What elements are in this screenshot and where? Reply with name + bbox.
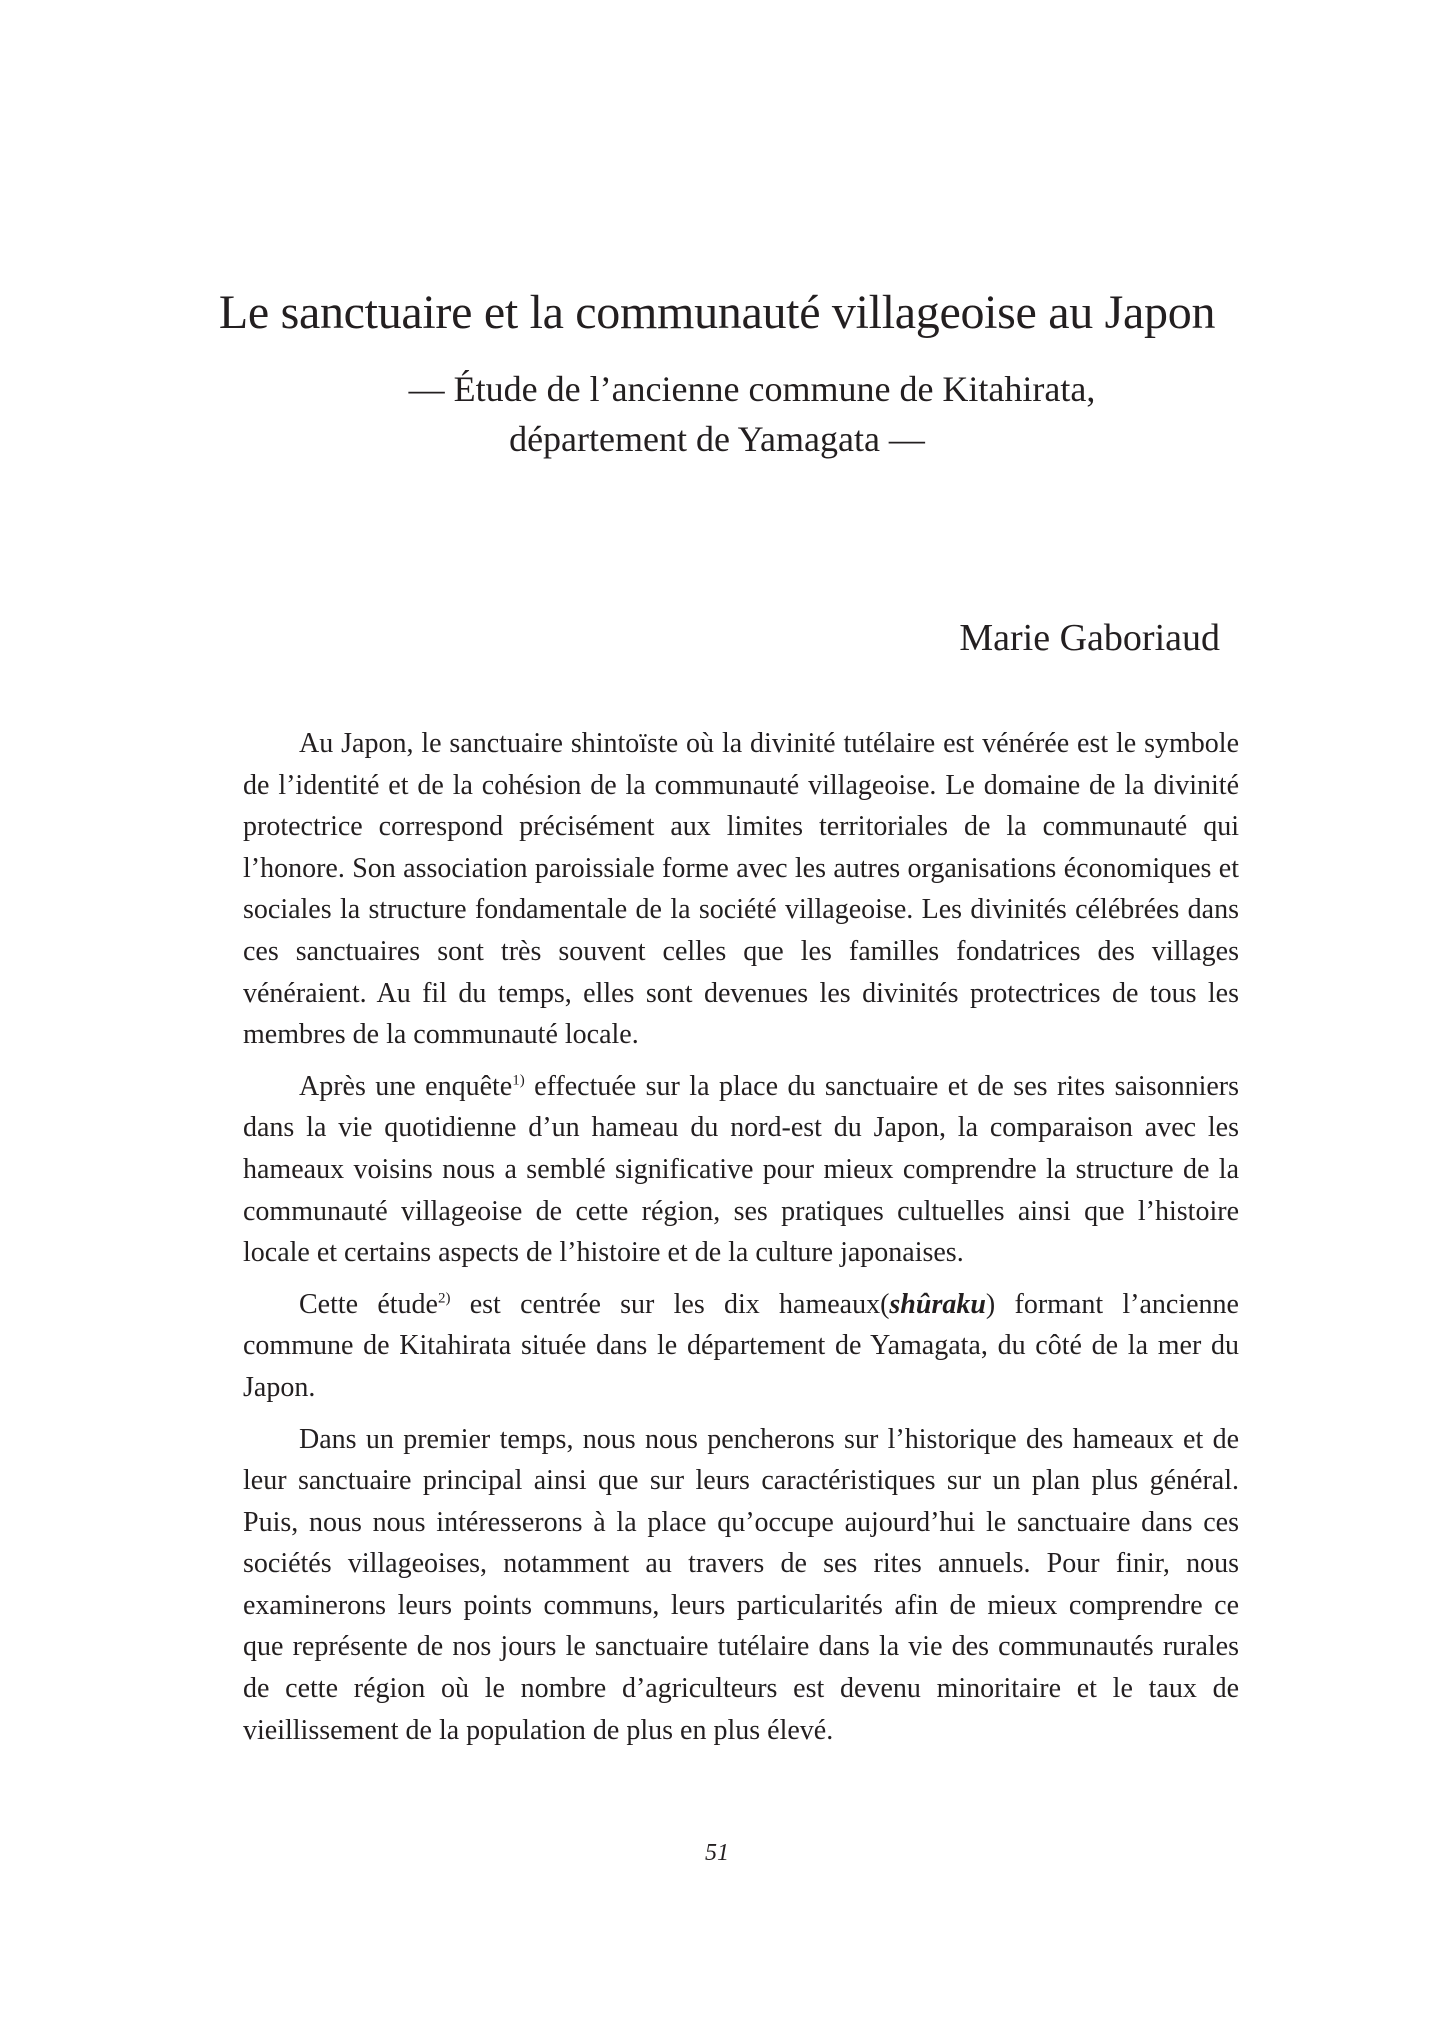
paragraph-4: Dans un premier temps, nous nous pencherons sur l’historique des hameaux et de leur sanctuaire principal ainsi que sur leurs caractéristiques sur un plan plus général. Puis, nous nous intéresserons à la place qu’occupe aujourd’hui le sanctuaire dans ces sociétés villageoises, notamment au travers de ses rites annuels. Pour finir, nous examinerons leurs points communs, leurs particularités afin de mieux comprendre ce que représente de nos jours le sanctuaire tutélaire dans la vie des communautés rurales de cette région où le nombre d’agriculteurs est devenu minoritaire et le taux de vieillissement de la population de plus en plus élevé.	[243, 1423, 1239, 1746]
paragraph-2-text-end: effectuée sur la place du sanctuaire et de ses rites saisonniers dans la vie quotidienne d’un hameau du nord-est du Japon, la comparaison avec les hameaux voisins nous a semblé significative pour mieux comprendre la structure de la communauté villageoise de cette région, ses pratiques cultuelles ainsi que l’histoire locale et certains aspects de l’histoire et de la culture japonaises.	[243, 1070, 1240, 1269]
paragraph-1: Au Japon, le sanctuaire shintoïste où la divinité tutélaire est vénérée est le symbole de l’identité et de la cohésion de la communauté villageoise. Le domaine de la divinité protectrice correspond précisément aux limites territoriales de la communauté qui l’honore. Son association paroissiale forme avec les autres organisations économiques et sociales la structure fondamentale de la société villageoise. Les divinités célébrées dans ces sanctuaires sont très souvent celles que les familles fondatrices des villages vénéraient. Au fil du temps, elles sont devenues les divinités protectrices de tous les membres de la communauté locale.	[243, 728, 1239, 1051]
paragraph-3-text-end: ) formant l’ancienne commune de Kitahirata située dans le département de Yamagata, du côté de la mer du Japon.	[243, 1288, 1239, 1403]
term-shuraku: shûraku	[889, 1288, 986, 1320]
subtitle-line-2: département de Yamagata —	[509, 419, 925, 459]
paragraph-3	[243, 1284, 1239, 1409]
paragraph-3-text-middle: est centrée sur les dix hameaux(	[450, 1288, 890, 1320]
author-name: Marie Gaboriaud	[959, 617, 1220, 659]
footnote-ref-2: 2)	[437, 1290, 451, 1307]
paragraph-2-text-start: Après une enquête	[299, 1070, 513, 1102]
paragraph-2	[243, 1066, 1239, 1274]
subtitle-line-1: — Étude de l’ancienne commune de Kitahirata,	[408, 369, 1096, 409]
page-number: 51	[705, 1840, 729, 1866]
paragraph-3-text-start: Cette étude	[299, 1288, 438, 1320]
article-body	[243, 723, 1239, 1751]
footnote-ref-1: 1)	[512, 1072, 525, 1089]
article-subtitle	[0, 364, 1434, 464]
article-title: Le sanctuaire et la communauté villageoise au Japon	[218, 286, 1216, 339]
